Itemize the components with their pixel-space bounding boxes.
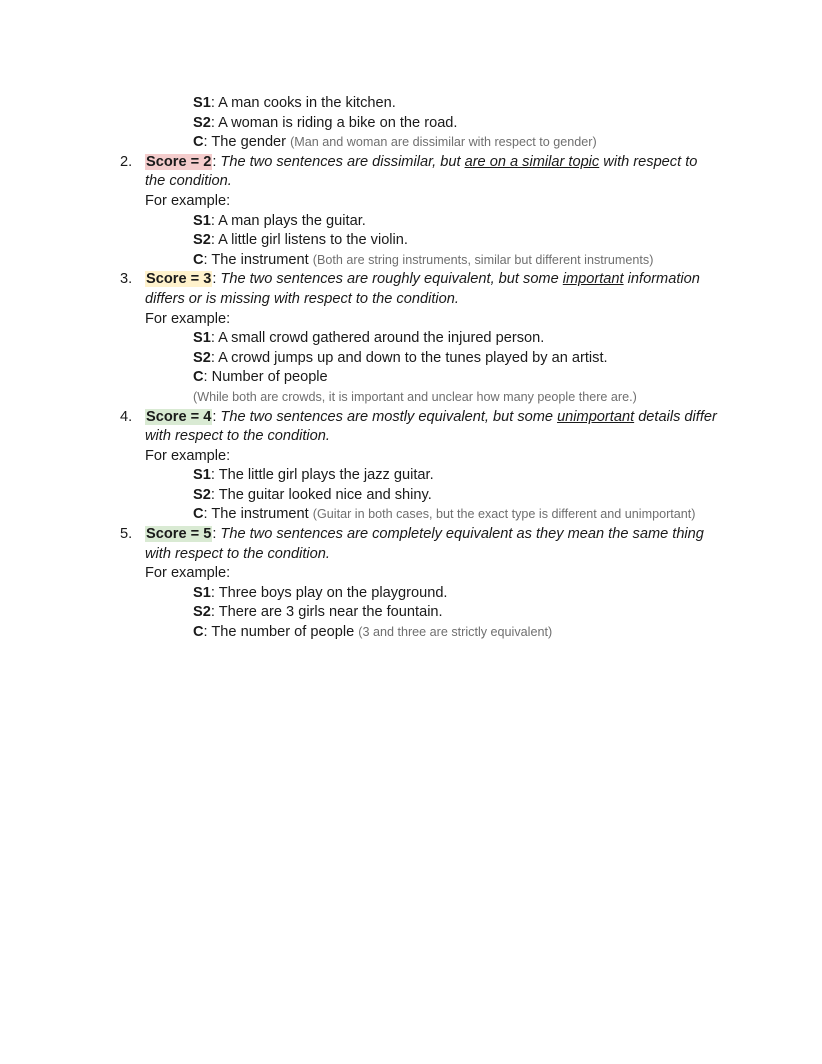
s2-label: S2	[193, 349, 211, 366]
score-definition-line1: 3. Score = 3: The two sentences are roughly equivalent, but some important information	[0, 270, 822, 290]
example-s1	[0, 329, 822, 349]
c-note: (Both are string instruments, similar but different instruments)	[312, 252, 654, 267]
score-label: Score = 2	[146, 153, 212, 170]
example-condition	[0, 368, 822, 388]
c-label: C	[193, 251, 204, 268]
definition-text-end: details differ	[634, 408, 717, 425]
c-label: C	[193, 369, 204, 386]
definition-text-end: with respect to	[599, 153, 698, 170]
c-note: (Guitar in both cases, but the exact type is different and unimportant)	[312, 507, 696, 522]
example-s2	[0, 603, 822, 623]
list-item-score-5	[0, 525, 822, 643]
example-s1	[0, 466, 822, 486]
score-definition-line1: 2. Score = 2: The two sentences are dissimilar, but are on a similar topic with respect to	[0, 153, 822, 173]
definition-emphasis: are on a similar topic	[464, 153, 600, 170]
example-s2	[0, 114, 822, 134]
for-example-label: For example:	[145, 192, 231, 209]
s1-label: S1	[193, 95, 211, 111]
list-item-score-2	[0, 153, 822, 271]
c-text: : The instrument	[203, 251, 309, 268]
c-note: (Man and woman are dissimilar with respect to gender)	[290, 135, 597, 150]
example-s2	[0, 349, 822, 369]
example-condition	[0, 623, 822, 643]
list-item-score-4	[0, 408, 822, 526]
score-definition-line1: 5. Score = 5: The two sentences are completely equivalent as they mean the same thing	[0, 525, 822, 545]
c-text: : The gender	[203, 134, 287, 151]
definition-text: The two sentences are mostly equivalent, but some	[220, 408, 558, 425]
document-body	[0, 94, 822, 643]
s1-label: S1	[193, 330, 211, 347]
for-example-label: For example:	[145, 447, 231, 464]
score-label: Score = 4	[146, 408, 212, 425]
score-definition-line2: with respect to the condition.	[145, 545, 330, 562]
list-number: 2.	[120, 153, 133, 170]
s1-text: : The little girl plays the jazz guitar.	[210, 467, 434, 484]
example-condition	[0, 133, 822, 153]
s1-label: S1	[193, 212, 211, 229]
c-text: : The instrument	[203, 506, 309, 523]
s1-label: S1	[193, 467, 211, 484]
s1-label: S1	[193, 584, 211, 601]
s2-label: S2	[193, 604, 211, 621]
c-text: : Number of people	[203, 369, 328, 386]
for-example-label: For example:	[145, 310, 231, 327]
definition-text: The two sentences are dissimilar, but	[220, 153, 465, 170]
score-definition-line2: the condition.	[145, 173, 232, 190]
example-s1	[0, 212, 822, 232]
s2-text: : A little girl listens to the violin.	[210, 232, 408, 249]
score-definition-line2: with respect to the condition.	[145, 428, 330, 445]
s2-text: : The guitar looked nice and shiny.	[210, 486, 432, 503]
list-number: 3.	[120, 271, 133, 288]
s1-text: : A man cooks in the kitchen.	[210, 95, 396, 111]
definition-text: The two sentences are completely equivalent as they mean the same thing	[220, 526, 704, 543]
example-s1	[0, 94, 822, 114]
c-label: C	[193, 134, 204, 151]
score-definition-line1: 4. Score = 4: The two sentences are mostly equivalent, but some unimportant details differ	[0, 408, 822, 428]
example-condition	[0, 251, 822, 271]
score-definition-line2: differs or is missing with respect to the condition.	[145, 290, 459, 307]
example-s2	[0, 486, 822, 506]
s2-label: S2	[193, 232, 211, 249]
c-note: (While both are crowds, it is important and unclear how many people there are.)	[193, 389, 637, 404]
list-number: 4.	[120, 408, 133, 425]
list-item-score-3	[0, 270, 822, 407]
s2-label: S2	[193, 114, 211, 131]
score-label: Score = 5	[146, 526, 212, 543]
s1-text: : Three boys play on the playground.	[210, 584, 448, 601]
definition-text-end: information	[623, 271, 700, 288]
c-text: : The number of people	[203, 624, 355, 641]
s2-text: : A crowd jumps up and down to the tunes played by an artist.	[210, 349, 608, 366]
c-label: C	[193, 506, 204, 523]
example-condition	[0, 505, 822, 525]
s2-text: : There are 3 girls near the fountain.	[210, 604, 443, 621]
s1-text: : A small crowd gathered around the injured person.	[210, 330, 545, 347]
score-label: Score = 3	[146, 271, 212, 288]
s2-text: : A woman is riding a bike on the road.	[210, 114, 458, 131]
c-note: (3 and three are strictly equivalent)	[358, 625, 553, 640]
s2-label: S2	[193, 486, 211, 503]
example-s1	[0, 584, 822, 604]
c-label: C	[193, 624, 204, 641]
for-example-label: For example:	[145, 565, 231, 582]
definition-text: The two sentences are roughly equivalent, but some	[220, 271, 563, 288]
example-s2	[0, 231, 822, 251]
definition-emphasis: unimportant	[557, 408, 635, 425]
list-number: 5.	[120, 526, 133, 543]
s1-text: : A man plays the guitar.	[210, 212, 366, 229]
definition-emphasis: important	[562, 271, 624, 288]
